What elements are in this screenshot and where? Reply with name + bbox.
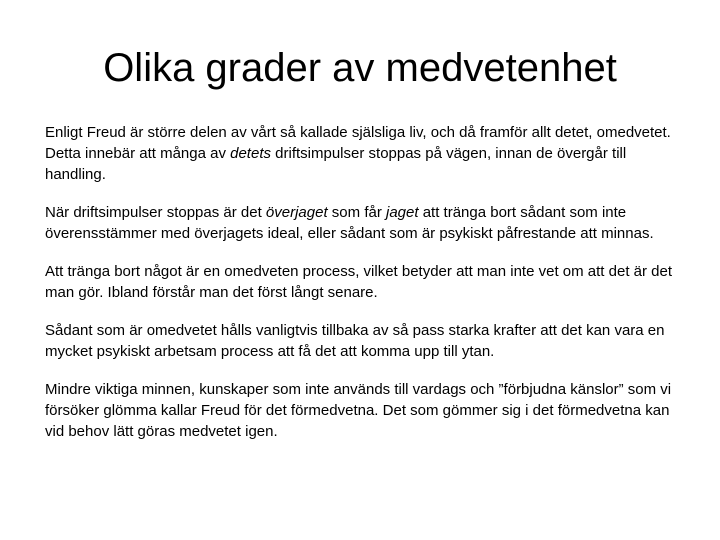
paragraph-4-text: Sådant som är omedvetet hålls vanligtvis tillbaka av så pass starka krafter att det kan vara en mycket psykiskt arbetsam process att få det att komma upp till ytan. [45,322,665,360]
paragraph-2-text-a: När driftsimpulser stoppas är det [45,204,266,221]
paragraph-1-italic-detets: detets [230,145,271,162]
slide-body [45,122,685,459]
paragraph-1-text-c: driftsimpulser stoppas på vägen, innan de övergår till handling. [45,145,627,183]
paragraph-5-text: Mindre viktiga minnen, kunskaper som inte används till vardags och ”förbjudna känslor” som vi försöker glömma kallar Freud för det förmedvetna. Det som gömmer sig i det förmedvetna kan vid behov lätt göras medvetet igen. [45,381,672,440]
paragraph-2 [45,202,685,244]
paragraph-1-text-a: Enligt Freud är större delen av vårt så kallade själsliga liv, och då framför allt detet, omedvetet. Detta innebär att många av [45,124,671,162]
paragraph-2-italic-jaget: jaget [386,204,419,221]
paragraph-3 [45,261,685,303]
slide-title: Olika grader av medvetenhet [103,46,617,90]
paragraph-3-text: Att tränga bort något är en omedveten process, vilket betyder att man inte vet om att det är det man gör. Ibland förstår man det först långt senare. [45,263,673,301]
paragraph-5 [45,379,685,442]
paragraph-1 [45,122,685,185]
paragraph-2-text-c: som får [327,204,386,221]
paragraph-2-text-e: att tränga bort sådant som inte överensstämmer med överjagets ideal, eller sådant som är psykiskt påfrestande att minnas. [45,204,654,242]
paragraph-2-italic-overjaget: överjaget [265,204,328,221]
paragraph-4 [45,320,685,362]
